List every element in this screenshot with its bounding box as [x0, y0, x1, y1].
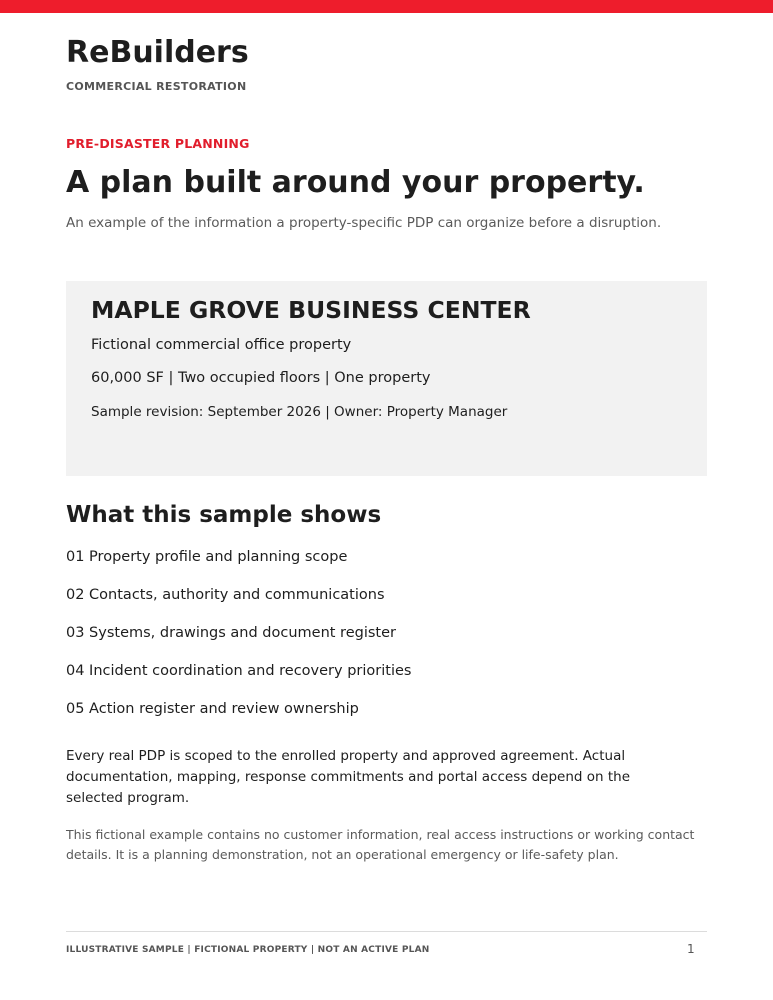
footer-label: ILLUSTRATIVE SAMPLE | FICTIONAL PROPERTY | NOT AN ACTIVE PLAN — [66, 945, 430, 955]
sample-section-title: What this sample shows — [66, 502, 382, 528]
property-description: Fictional commercial office property — [91, 337, 352, 353]
page-number: 1 — [687, 942, 695, 956]
page-title: A plan built around your property. — [66, 165, 645, 200]
list-item: 01 Property profile and planning scope — [66, 549, 348, 565]
brand-name: ReBuilders — [66, 35, 249, 70]
scope-note: Every real PDP is scoped to the enrolled property and approved agreement. Actual documentation, mapping, response commitments and portal access depend on the selected program. — [66, 748, 631, 806]
list-item: 04 Incident coordination and recovery priorities — [66, 663, 412, 679]
disclaimer-text: This fictional example contains no customer information, real access instructions or working contact details. It is a planning demonstration, not an operational emergency or life-safety plan. — [66, 827, 695, 862]
property-revision: Sample revision: September 2026 | Owner: Property Manager — [91, 404, 508, 420]
sample-contents-list — [66, 547, 411, 737]
section-eyebrow: PRE-DISASTER PLANNING — [66, 136, 250, 151]
list-item: 05 Action register and review ownership — [66, 701, 359, 717]
property-card — [66, 281, 707, 476]
property-size: 60,000 SF | Two occupied floors | One property — [91, 370, 431, 386]
list-item: 03 Systems, drawings and document register — [66, 625, 396, 641]
top-accent-bar — [0, 0, 773, 13]
intro-text: An example of the information a property-specific PDP can organize before a disruption. — [66, 215, 662, 231]
property-name: MAPLE GROVE BUSINESS CENTER — [91, 296, 531, 324]
list-item: 02 Contacts, authority and communications — [66, 587, 385, 603]
footer-divider — [66, 931, 707, 932]
brand-tagline: COMMERCIAL RESTORATION — [66, 80, 247, 93]
